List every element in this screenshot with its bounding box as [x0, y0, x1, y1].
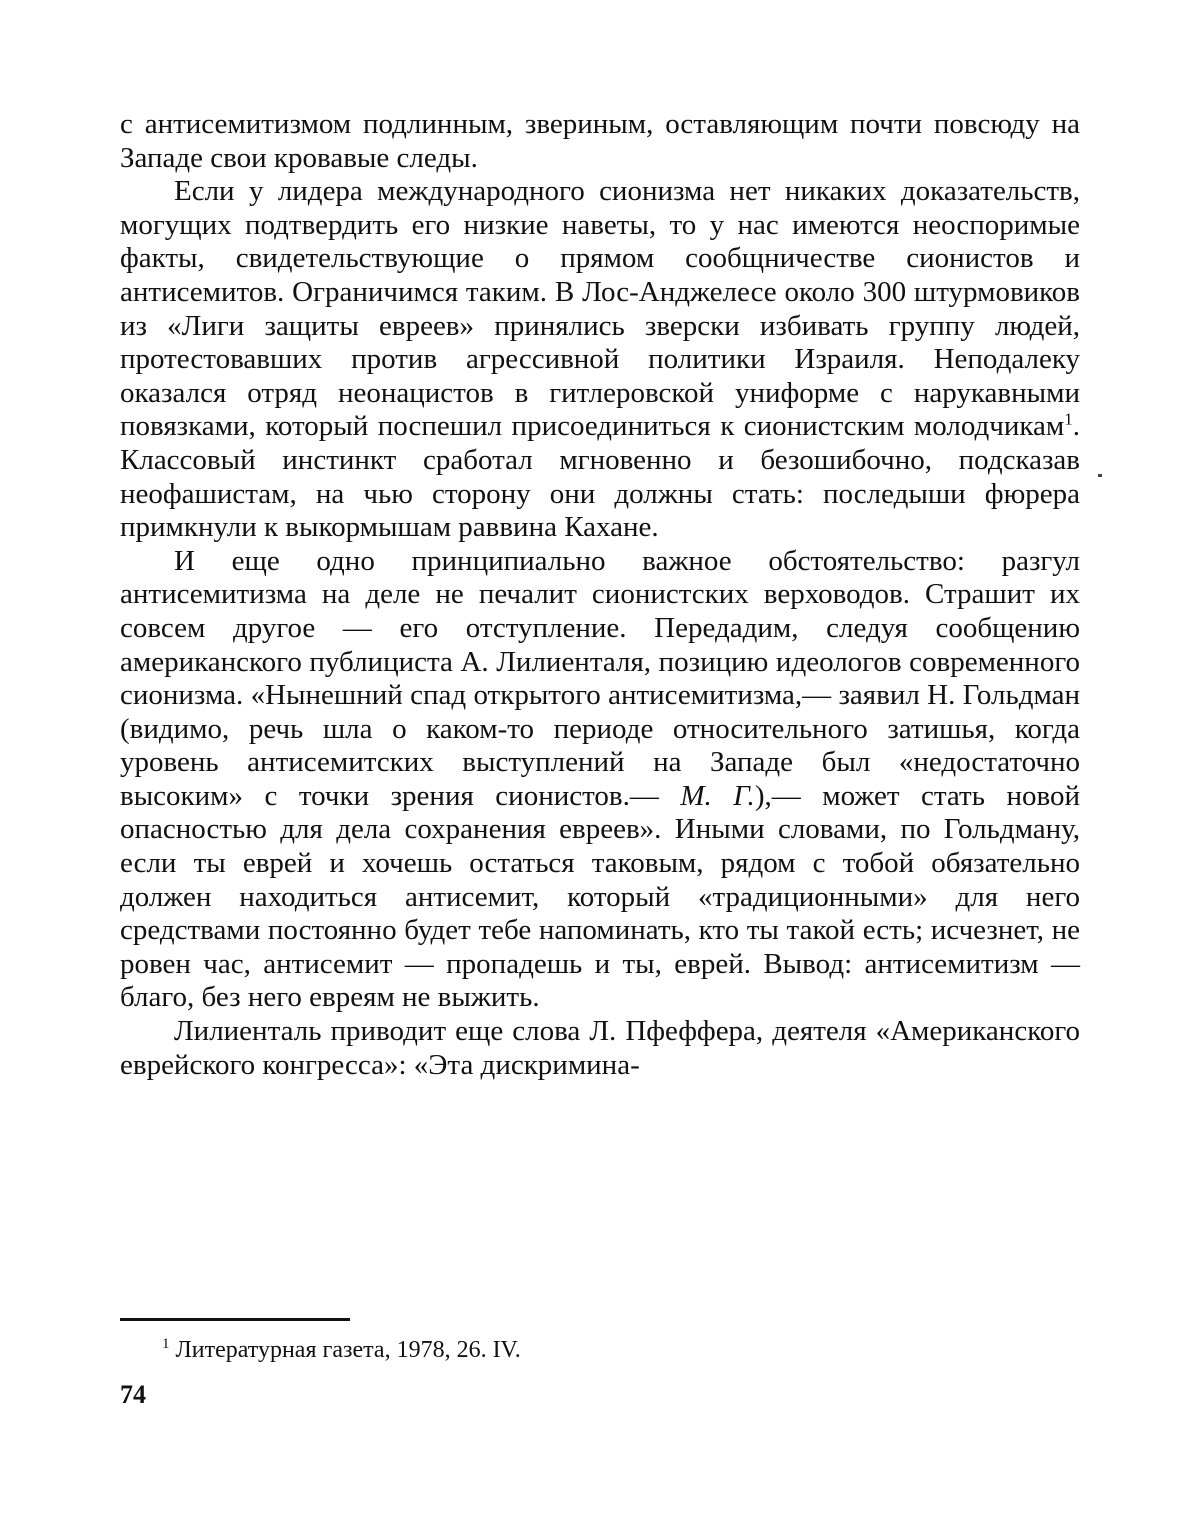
footnote-mark: 1 — [162, 1336, 170, 1352]
paragraph-2-text-continued: . Классовый инстинкт сработал мгновенно и безошибочно, подсказав неофашистам, на чью сторону они должны стать: последыши фюрера примкнули к выкормышам раввина Кахане. — [120, 410, 1080, 544]
paragraph-4: Лилиенталь приводит еще слова Л. Пфеффера, деятеля «Американского еврейского конгресса»: «Эта дискримина- — [120, 1015, 1080, 1081]
footnote-reference[interactable]: 1 — [1064, 409, 1073, 429]
author-initials: М. Г. — [680, 779, 755, 812]
footnote-divider — [120, 1318, 350, 1321]
paragraph-1: с антисемитизмом подлинным, звериным, оставляющим почти повсюду на Западе свои кровавые следы. — [120, 108, 1080, 174]
paragraph-2 — [120, 175, 1080, 545]
margin-speck — [1098, 474, 1102, 477]
footnote — [162, 1336, 521, 1364]
paragraph-3 — [120, 545, 1080, 1015]
paragraph-3-text-continued: ),— может стать новой опасностью для дела сохранения евреев». Иными словами, по Гольдману, если ты еврей и хочешь остаться таковым, рядом с тобой обязательно должен находиться антисемит, который «традиционными» для него средствами постоянно будет тебе напоминать, кто ты такой есть; исчезнет, не ровен час, антисемит — пропадешь и ты, еврей. Вывод: антисемитизм — благо, без него евреям не выжить. — [120, 779, 1080, 1014]
page-number: 74 — [120, 1380, 146, 1409]
paragraph-3-text: И еще одно принципиально важное обстоятельство: разгул антисемитизма на деле не печалит сионистских верховодов. Страшит их совсем другое — его отступление. Передадим, следуя сообщению американского публициста А. Лилиенталя, позицию идеологов современного сионизма. «Нынешний спад открытого антисемитизма,— заявил Н. Гольдман (видимо, речь шла о каком-то периоде относительного затишья, когда уровень антисемитских выступлений на Западе был «недостаточно высоким» с точки зрения сионистов.— — [120, 544, 1080, 812]
footnote-text: Литературная газета, 1978, 26. IV. — [175, 1337, 521, 1363]
page-body — [120, 108, 1080, 1082]
paragraph-2-text: Если у лидера международного сионизма нет никаких доказательств, могущих подтвердить его низкие наветы, то у нас имеются неоспоримые факты, свидетельствующие о прямом сообщничестве сионистов и антисемитов. Ограничимся таким. В Лос-Анджелесе около 300 штурмовиков из «Лиги защиты евреев» принялись зверски избивать группу людей, протестовавших против агрессивной политики Израиля. Неподалеку оказался отряд неонацистов в гитлеровской униформе с нарукавными повязками, который поспешил присоединиться к сионистским молодчикам — [120, 175, 1080, 443]
